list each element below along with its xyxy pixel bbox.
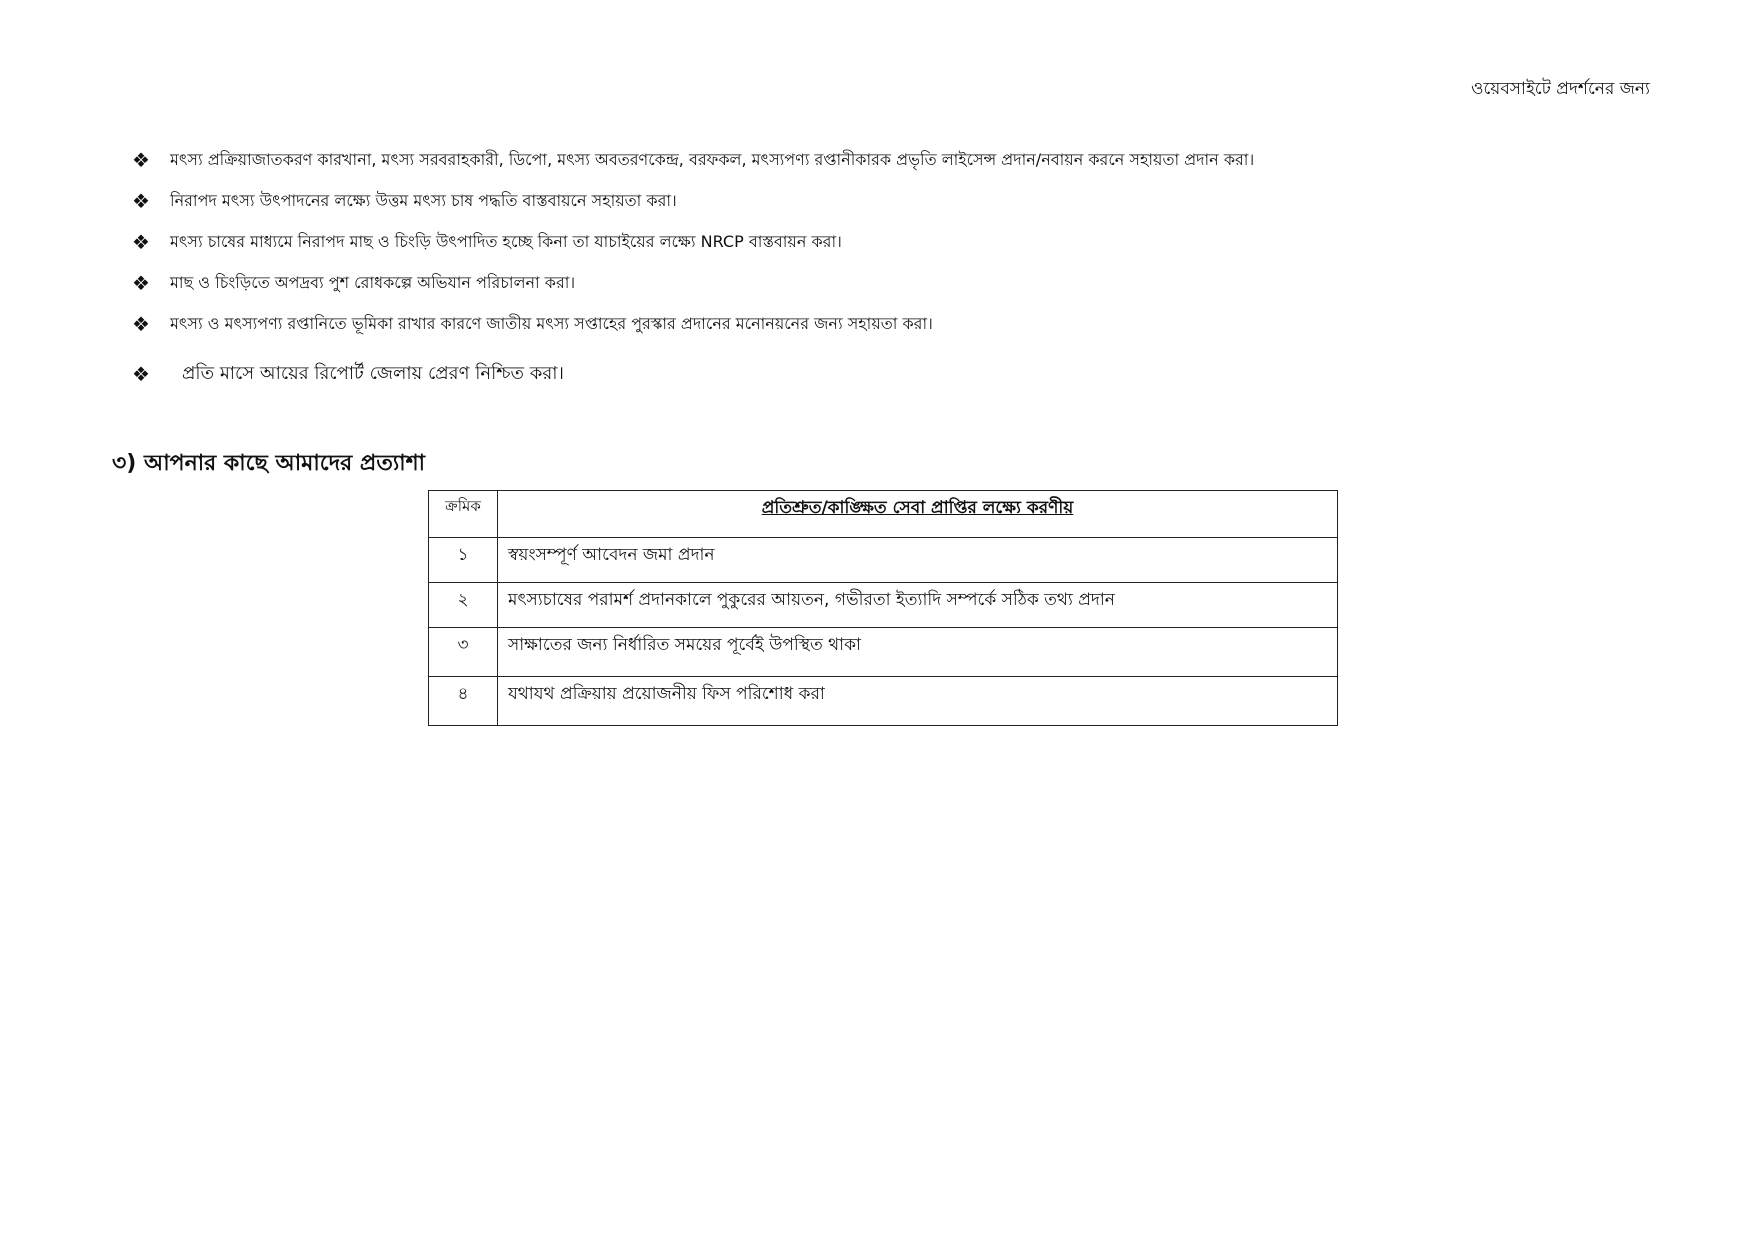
header-note: ওয়েবসাইটে প্রদর্শনের জন্য	[1470, 79, 1650, 99]
serial-cell: ২	[429, 583, 498, 628]
serial-column-header: ক্রমিক	[429, 491, 498, 538]
serial-cell: ১	[429, 538, 498, 583]
list-item	[132, 148, 1632, 172]
list-item	[132, 230, 1632, 254]
diamond-bullet-icon: ❖	[132, 271, 150, 295]
action-column-header: প্রতিশ্রুত/কাঙ্ক্ষিত সেবা প্রাপ্তির লক্ষ্যে করণীয়	[498, 491, 1338, 538]
list-item	[132, 312, 1632, 336]
action-cell: সাক্ষাতের জন্য নির্ধারিত সময়ের পূর্বেই উপস্থিত থাকা	[498, 628, 1338, 677]
table-row	[429, 538, 1338, 583]
serial-cell: ৪	[429, 677, 498, 726]
diamond-bullet-icon: ❖	[132, 312, 150, 336]
list-item-text: মৎস্য চাষের মাধ্যমে নিরাপদ মাছ ও চিংড়ি উৎপাদিত হচ্ছে কিনা তা যাচাইয়ের লক্ষ্যে NRCP বাস্তবায়ন করা।	[170, 232, 842, 251]
expectations-table	[428, 490, 1338, 726]
table-header-row	[429, 491, 1338, 538]
table-row	[429, 677, 1338, 726]
action-cell: স্বয়ংসম্পূর্ণ আবেদন জমা প্রদান	[498, 538, 1338, 583]
action-cell: যথাযথ প্রক্রিয়ায় প্রয়োজনীয় ফিস পরিশোধ করা	[498, 677, 1338, 726]
table-row	[429, 583, 1338, 628]
list-item	[132, 362, 1632, 386]
list-item-text: মাছ ও চিংড়িতে অপদ্রব্য পুশ রোধকল্পে অভিযান পরিচালনা করা।	[170, 273, 576, 292]
list-item-text: প্রতি মাসে আয়ের রিপোর্ট জেলায় প্রেরণ নিশ্চিত করা।	[182, 363, 564, 384]
diamond-bullet-icon: ❖	[132, 230, 150, 254]
diamond-bullet-icon: ❖	[132, 148, 150, 172]
diamond-bullet-icon: ❖	[132, 189, 150, 213]
list-item-text: মৎস্য ও মৎস্যপণ্য রপ্তানিতে ভূমিকা রাখার কারণে জাতীয় মৎস্য সপ্তাহের পুরস্কার প্রদানের মনোনয়নের জন্য সহায়তা করা।	[170, 314, 933, 333]
list-item-text: নিরাপদ মৎস্য উৎপাদনের লক্ষ্যে উত্তম মৎস্য চাষ পদ্ধতি বাস্তবায়নে সহায়তা করা।	[170, 191, 677, 210]
responsibility-list	[132, 148, 1632, 403]
diamond-bullet-icon: ❖	[132, 362, 150, 386]
list-item	[132, 189, 1632, 213]
serial-cell: ৩	[429, 628, 498, 677]
action-cell: মৎস্যচাষের পরামর্শ প্রদানকালে পুকুরের আয়তন, গভীরতা ইত্যাদি সম্পর্কে সঠিক তথ্য প্রদান	[498, 583, 1338, 628]
list-item-text: মৎস্য প্রক্রিয়াজাতকরণ কারখানা, মৎস্য সরবরাহকারী, ডিপো, মৎস্য অবতরণকেন্দ্র, বরফকল, মৎস্যপণ্য রপ্তানীকারক প্রভৃতি লাইসেন্স প্রদান/নবায়ন করনে সহায়তা প্রদান করা।	[170, 150, 1255, 169]
table-row	[429, 628, 1338, 677]
section-heading: ৩) আপনার কাছে আমাদের প্রত্যাশা	[112, 451, 425, 476]
list-item	[132, 271, 1632, 295]
